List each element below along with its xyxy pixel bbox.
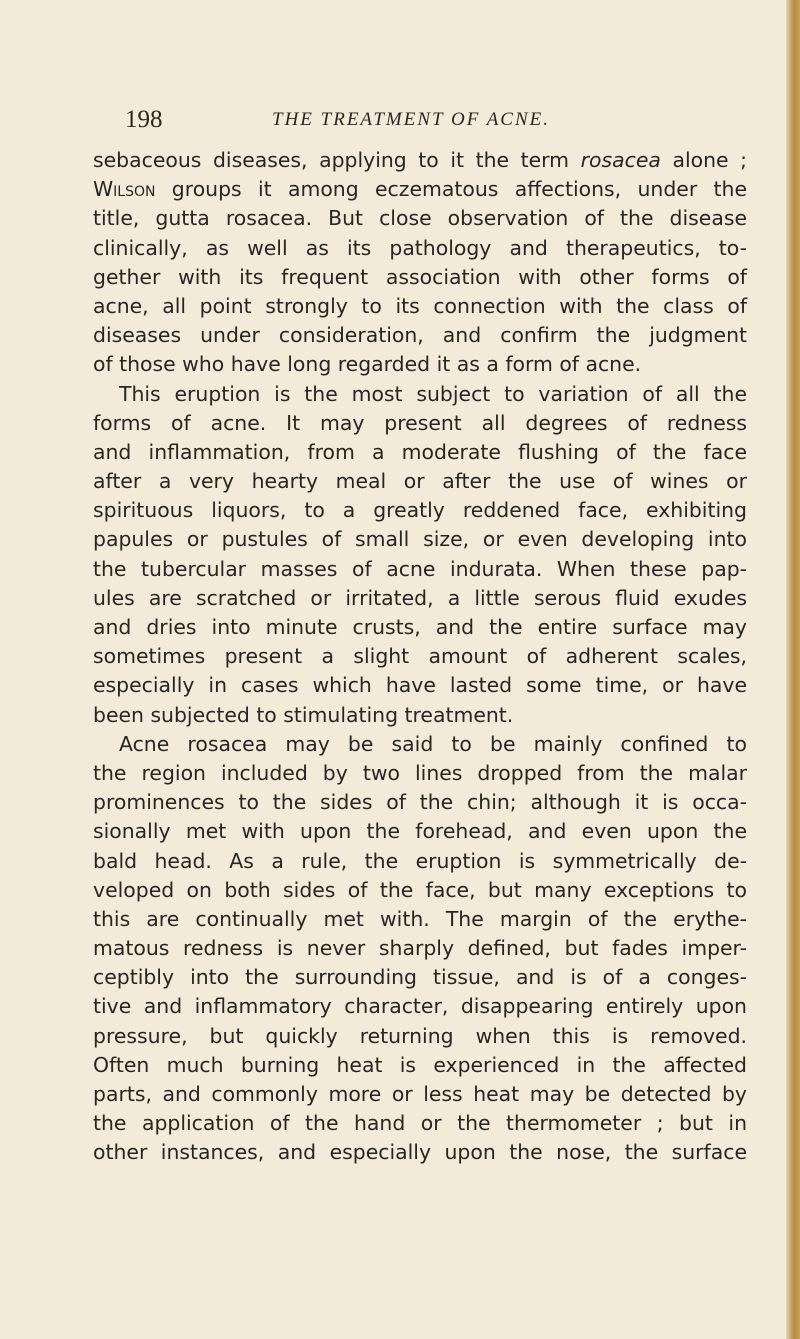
text-line: clinically, as well as its pathology and therapeutics, to- [93, 235, 747, 260]
text-line: title, gutta rosacea. But close observation of the disease [93, 206, 747, 231]
text-line: matous redness is never sharply defined, but fades imper- [93, 936, 747, 961]
text-line: ceptibly into the surrounding tissue, and is of a conges- [93, 965, 747, 990]
text-line: sionally met with upon the forehead, and even upon the [93, 819, 747, 844]
text-line: Often much burning heat is experienced in the affected [93, 1052, 747, 1077]
text-line: sometimes present a slight amount of adherent scales, [93, 644, 747, 669]
text-line: sebaceous diseases, applying to it the term rosacea alone ; [93, 148, 747, 172]
text-line: veloped on both sides of the face, but many exceptions to [93, 877, 747, 902]
text-line: and inflammation, from a moderate flushing of the face [93, 439, 747, 464]
text-line: other instances, and especially upon the nose, the surface [93, 1140, 747, 1165]
page-number: 198 [125, 106, 163, 133]
text-line: especially in cases which have lasted some time, or have [93, 673, 747, 698]
text-line: diseases under consideration, and confirm the judgment [93, 323, 747, 348]
text-line: Acne rosacea may be said to be mainly confined to [119, 731, 747, 756]
text-line: the tubercular masses of acne indurata. When these pap- [93, 556, 747, 581]
text-line: This eruption is the most subject to variation of all the [119, 381, 747, 406]
text-line: acne, all point strongly to its connection with the class of [93, 293, 747, 318]
body-text [93, 146, 747, 1168]
text-line: the application of the hand or the thermometer ; but in [93, 1111, 747, 1136]
text-line: Wilson groups it among eczematous affections, under the [93, 177, 747, 202]
text-line: papules or pustules of small size, or even developing into [93, 527, 747, 552]
text-line: and dries into minute crusts, and the entire surface may [93, 615, 747, 639]
text-line: pressure, but quickly returning when this is removed. [93, 1023, 747, 1048]
text-line: the region included by two lines dropped from the malar [93, 760, 747, 785]
text-line: of those who have long regarded it as a form of acne. [93, 352, 642, 377]
text-line: spirituous liquors, to a greatly reddened face, exhibiting [93, 498, 747, 523]
text-line: tive and inflammatory character, disappearing entirely upon [93, 994, 747, 1019]
page-header [125, 106, 725, 138]
text-line: bald head. As a rule, the eruption is symmetrically de- [93, 848, 747, 873]
text-line: parts, and commonly more or less heat may be detected by [93, 1082, 747, 1106]
text-line: after a very hearty meal or after the use of wines or [93, 469, 747, 494]
text-line: forms of acne. It may present all degrees of redness [93, 410, 747, 435]
text-line: gether with its frequent association with other forms of [93, 264, 747, 289]
emphasis-term: rosacea [580, 148, 661, 172]
text-line: prominences to the sides of the chin; although it is occa- [93, 790, 747, 815]
running-head: THE TREATMENT OF ACNE. [272, 109, 551, 130]
author-name: Wilson [93, 177, 156, 202]
text-line: ules are scratched or irritated, a little serous fluid exudes [93, 585, 747, 610]
text-line: been subjected to stimulating treatment. [93, 702, 514, 727]
text-line: this are continually met with. The margin of the erythe- [93, 906, 747, 931]
page-edge [786, 0, 800, 1339]
